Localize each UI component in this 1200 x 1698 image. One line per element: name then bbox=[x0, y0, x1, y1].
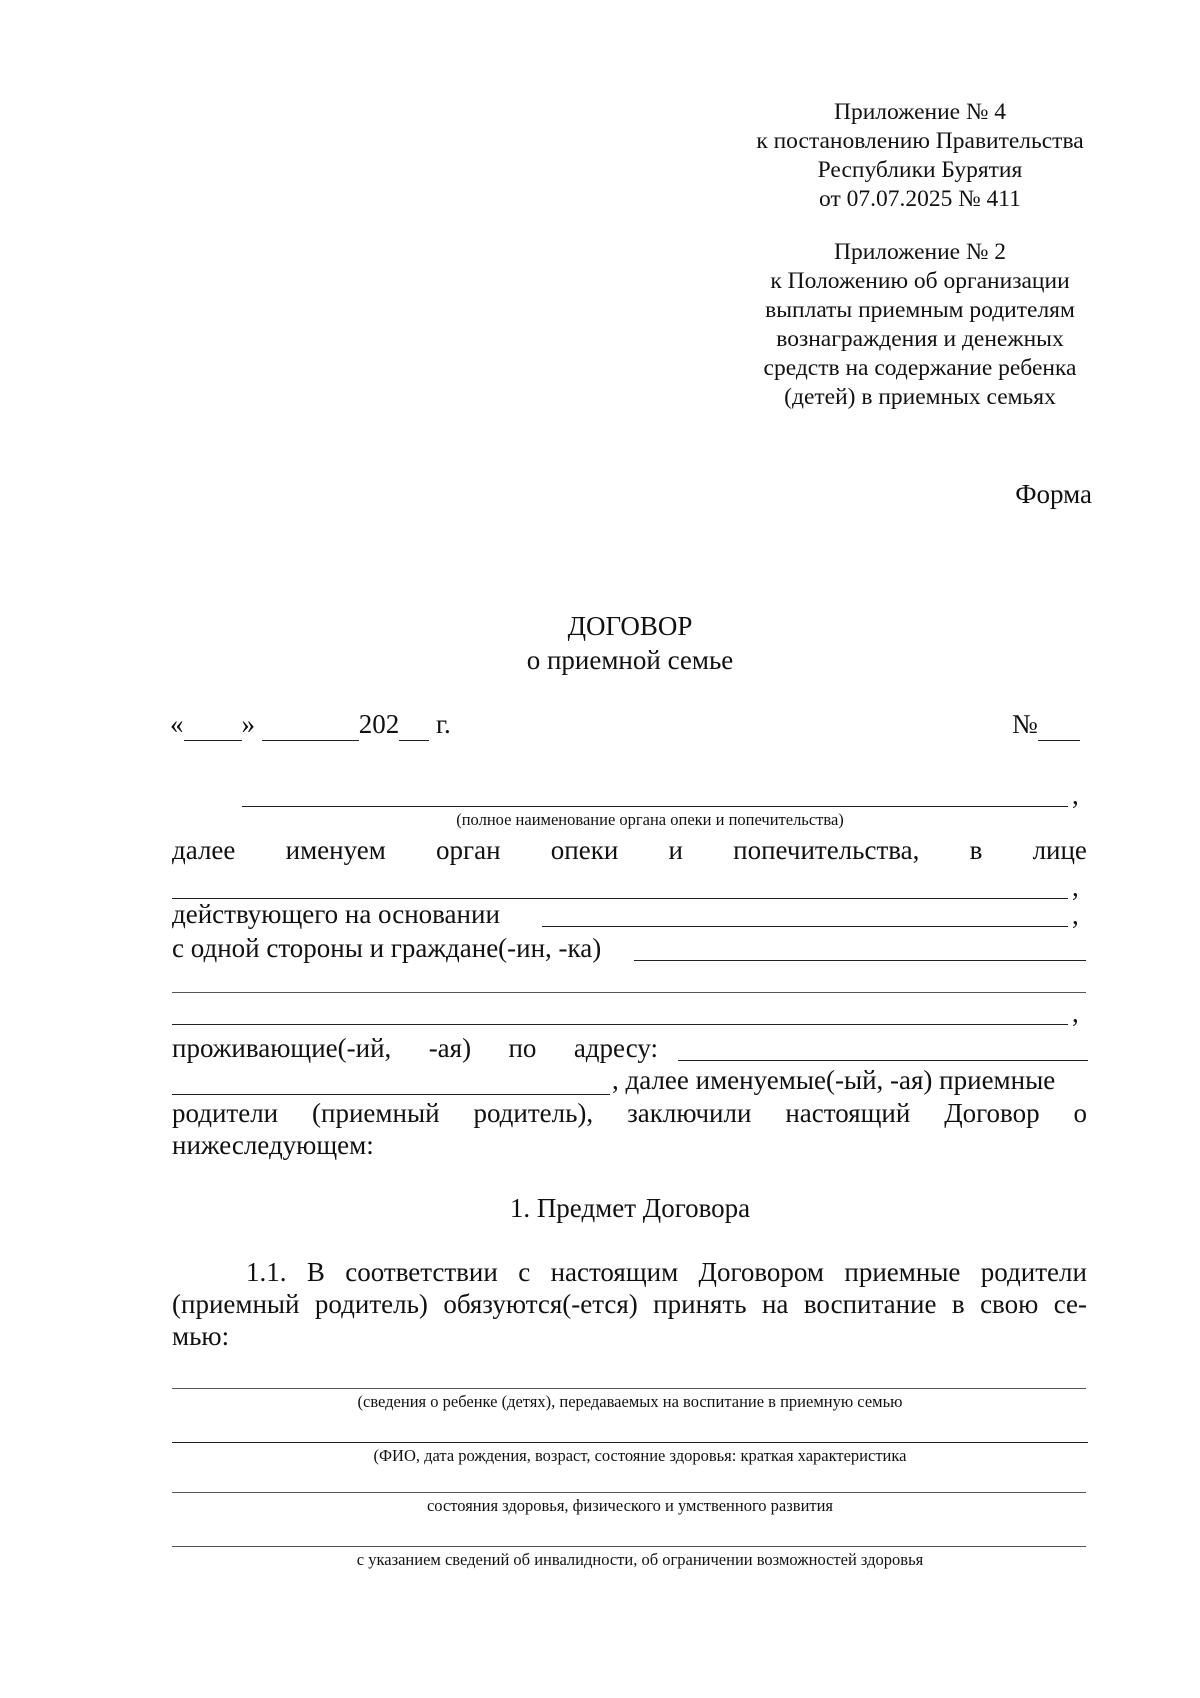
word: приемные bbox=[844, 1257, 961, 1287]
word: Договор bbox=[944, 1098, 1040, 1128]
day-blank[interactable] bbox=[184, 708, 242, 741]
clause-1-1-line-1 bbox=[246, 1256, 1087, 1288]
appendix-2-line-3: выплаты приемным родителям bbox=[765, 297, 1075, 323]
word: родители bbox=[172, 1098, 279, 1128]
appendix-1-line-3: Республики Бурятия bbox=[817, 157, 1023, 183]
appendix-2-line-2: к Положению об организации bbox=[770, 268, 1070, 294]
year-suffix: г. bbox=[436, 709, 451, 739]
address-blank-2[interactable] bbox=[172, 1094, 610, 1095]
form-label: Форма bbox=[1015, 479, 1092, 509]
word: обязуются(-ется) bbox=[443, 1289, 638, 1319]
document-subtitle: о приемной семье bbox=[526, 645, 734, 675]
appendix-1-line-1: Приложение № 4 bbox=[833, 99, 1007, 125]
caption-organ-name: (полное наименование органа опеки и попечительства) bbox=[456, 810, 844, 829]
organ-name-blank[interactable] bbox=[242, 806, 1068, 807]
word: настоящий bbox=[785, 1098, 911, 1128]
comma: , bbox=[1072, 900, 1079, 930]
number-blank[interactable] bbox=[1038, 708, 1080, 741]
word: и bbox=[668, 835, 683, 865]
word: родитель) bbox=[314, 1289, 428, 1319]
word: лице bbox=[1032, 835, 1087, 865]
word: именуем bbox=[285, 835, 386, 865]
word: се- bbox=[1053, 1289, 1087, 1319]
quote-close: » bbox=[241, 709, 255, 739]
word: о bbox=[1073, 1098, 1087, 1128]
word: в bbox=[969, 835, 983, 865]
word: В bbox=[306, 1257, 325, 1287]
child-info-blank-2[interactable] bbox=[172, 1442, 1088, 1443]
child-info-blank-3[interactable] bbox=[172, 1492, 1086, 1493]
number-sign: № bbox=[1012, 709, 1038, 739]
comma: , bbox=[1072, 998, 1079, 1028]
following-label: нижеследующем: bbox=[172, 1130, 374, 1160]
contract-number-field bbox=[1012, 708, 1080, 741]
word: по bbox=[508, 1033, 537, 1063]
quote-open: « bbox=[170, 709, 184, 739]
word: Договором bbox=[698, 1257, 824, 1287]
caption-health-development: состояния здоровья, физического и умственного развития bbox=[426, 1496, 834, 1515]
appendix-1-line-2: к постановлению Правительства bbox=[756, 128, 1084, 154]
word: опеки bbox=[550, 835, 619, 865]
document-title: ДОГОВОР bbox=[567, 611, 693, 641]
word: (приемный bbox=[172, 1289, 300, 1319]
word: адресу: bbox=[573, 1033, 658, 1063]
word: родитель), bbox=[473, 1098, 594, 1128]
word: принять bbox=[653, 1289, 747, 1319]
caption-child-name-health: (ФИО, дата рождения, возраст, состояние здоровья: краткая характеристика bbox=[373, 1446, 907, 1465]
comma: , bbox=[1072, 780, 1079, 810]
word: на bbox=[761, 1289, 789, 1319]
date-field bbox=[170, 708, 451, 741]
basis-blank[interactable] bbox=[542, 926, 1068, 927]
one-side-label: с одной стороны и граждане(-ин, -ка) bbox=[172, 933, 602, 963]
child-info-blank-4[interactable] bbox=[172, 1546, 1086, 1547]
clause-1-1-line-2 bbox=[172, 1288, 1087, 1320]
month-blank[interactable] bbox=[262, 708, 359, 741]
word: с bbox=[518, 1257, 531, 1287]
word: в bbox=[951, 1289, 965, 1319]
word: воспитание bbox=[803, 1289, 937, 1319]
year-blank[interactable] bbox=[399, 708, 429, 741]
caption-disability: с указанием сведений об инвалидности, об ограничении возможностей здоровья bbox=[356, 1550, 924, 1569]
appendix-header-2 bbox=[700, 238, 1140, 412]
appendix-2-line-4: вознаграждения и денежных bbox=[776, 326, 1064, 352]
acting-on-basis-label: действующего на основании bbox=[172, 899, 500, 929]
word: заключили bbox=[627, 1098, 752, 1128]
appendix-1-line-4: от 07.07.2025 № 411 bbox=[819, 186, 1021, 212]
year-prefix: 202 bbox=[358, 709, 400, 739]
citizens-blank[interactable] bbox=[634, 960, 1086, 961]
section-1-heading: 1. Предмет Договора bbox=[509, 1193, 751, 1223]
appendix-2-line-5: средств на содержание ребенка bbox=[763, 355, 1077, 381]
citizens-blank-2[interactable] bbox=[172, 992, 1086, 993]
caption-child-info: (сведения о ребенке (детях), передаваемых на воспитание в приемную семью bbox=[357, 1392, 903, 1411]
child-info-blank-1[interactable] bbox=[172, 1388, 1086, 1389]
address-blank[interactable] bbox=[678, 1060, 1088, 1061]
clause-1-1-line-3: мью: bbox=[172, 1321, 230, 1351]
word: далее bbox=[172, 835, 236, 865]
appendix-header-1 bbox=[700, 98, 1140, 214]
word: настоящим bbox=[550, 1257, 679, 1287]
word: соответствии bbox=[345, 1257, 498, 1287]
row-hereinafter bbox=[172, 834, 1087, 866]
word: родители bbox=[980, 1257, 1087, 1287]
word: орган bbox=[436, 835, 501, 865]
citizens-blank-3[interactable] bbox=[172, 1024, 1068, 1025]
appendix-2-line-1: Приложение № 2 bbox=[833, 239, 1007, 265]
appendix-2-line-6: (детей) в приемных семьях bbox=[784, 384, 1056, 410]
word: (приемный bbox=[312, 1098, 440, 1128]
clause-number: 1.1. bbox=[246, 1257, 287, 1287]
word: -ая) bbox=[428, 1033, 472, 1063]
word: попечительства, bbox=[733, 835, 920, 865]
row-address-label bbox=[172, 1032, 658, 1064]
word: свою bbox=[980, 1289, 1039, 1319]
comma: , bbox=[1072, 872, 1079, 902]
row-parents bbox=[172, 1097, 1087, 1129]
hereinafter-parents-label: , далее именуемые(-ый, -ая) приемные bbox=[612, 1065, 1056, 1095]
word: проживающие(-ий, bbox=[172, 1033, 392, 1063]
